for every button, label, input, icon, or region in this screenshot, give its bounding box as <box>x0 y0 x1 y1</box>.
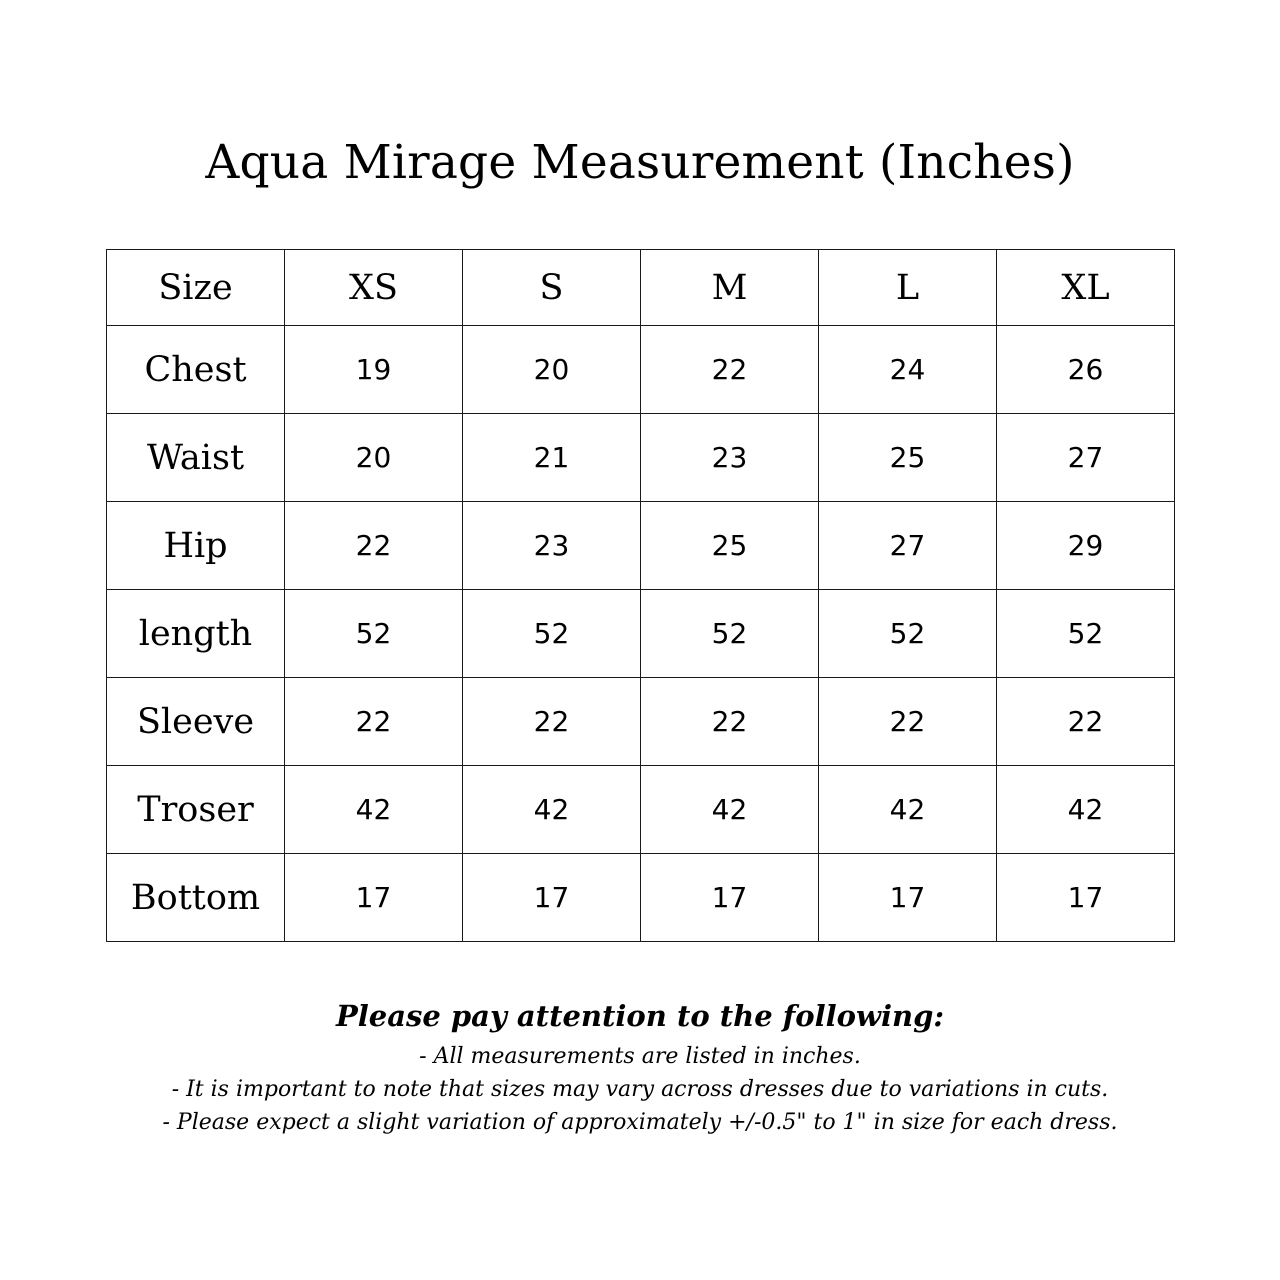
table-cell: 42 <box>285 766 463 854</box>
table-cell: 27 <box>997 414 1175 502</box>
row-label: Hip <box>107 502 285 590</box>
table-cell: 27 <box>819 502 997 590</box>
table-cell: 23 <box>641 414 819 502</box>
table-cell: 22 <box>285 678 463 766</box>
row-label: Chest <box>107 326 285 414</box>
row-label: length <box>107 590 285 678</box>
header-cell-xl: XL <box>997 250 1175 326</box>
table-cell: 29 <box>997 502 1175 590</box>
table-cell: 42 <box>463 766 641 854</box>
table-row-troser <box>107 766 1175 854</box>
table-cell: 52 <box>463 590 641 678</box>
table-cell: 22 <box>285 502 463 590</box>
notes-heading: Please pay attention to the following: <box>335 999 945 1033</box>
table-row-sleeve <box>107 678 1175 766</box>
table-cell: 17 <box>285 854 463 942</box>
table-cell: 19 <box>285 326 463 414</box>
row-label: Troser <box>107 766 285 854</box>
table-header-row <box>107 250 1175 326</box>
table-cell: 22 <box>819 678 997 766</box>
table-cell: 20 <box>463 326 641 414</box>
table-cell: 24 <box>819 326 997 414</box>
table-cell: 52 <box>285 590 463 678</box>
table-cell: 25 <box>641 502 819 590</box>
header-cell-size: Size <box>107 250 285 326</box>
note-line-inches: - All measurements are listed in inches. <box>419 1044 861 1069</box>
table-cell: 52 <box>819 590 997 678</box>
table-cell: 23 <box>463 502 641 590</box>
table-cell: 22 <box>463 678 641 766</box>
table-cell: 17 <box>997 854 1175 942</box>
measurement-table <box>106 249 1175 942</box>
page-title: Aqua Mirage Measurement (Inches) <box>205 135 1075 190</box>
row-label: Bottom <box>107 854 285 942</box>
note-line-tolerance: - Please expect a slight variation of approximately +/-0.5" to 1" in size for each dress. <box>162 1110 1118 1135</box>
table-cell: 22 <box>641 326 819 414</box>
table-cell: 52 <box>641 590 819 678</box>
table-cell: 17 <box>641 854 819 942</box>
header-cell-s: S <box>463 250 641 326</box>
table-cell: 21 <box>463 414 641 502</box>
table-cell: 42 <box>819 766 997 854</box>
table-cell: 22 <box>997 678 1175 766</box>
table-cell: 42 <box>997 766 1175 854</box>
table-cell: 22 <box>641 678 819 766</box>
row-label: Waist <box>107 414 285 502</box>
table-cell: 17 <box>819 854 997 942</box>
header-cell-xs: XS <box>285 250 463 326</box>
header-cell-m: M <box>641 250 819 326</box>
table-row-hip <box>107 502 1175 590</box>
table-cell: 20 <box>285 414 463 502</box>
table-row-chest <box>107 326 1175 414</box>
header-cell-l: L <box>819 250 997 326</box>
table-row-waist <box>107 414 1175 502</box>
table-row-length <box>107 590 1175 678</box>
table-row-bottom <box>107 854 1175 942</box>
table-cell: 25 <box>819 414 997 502</box>
table-cell: 42 <box>641 766 819 854</box>
row-label: Sleeve <box>107 678 285 766</box>
notes-section <box>0 994 1280 1139</box>
table-cell: 52 <box>997 590 1175 678</box>
table-cell: 17 <box>463 854 641 942</box>
table-cell: 26 <box>997 326 1175 414</box>
note-line-size-variation: - It is important to note that sizes may vary across dresses due to variations in cuts. <box>171 1077 1109 1102</box>
